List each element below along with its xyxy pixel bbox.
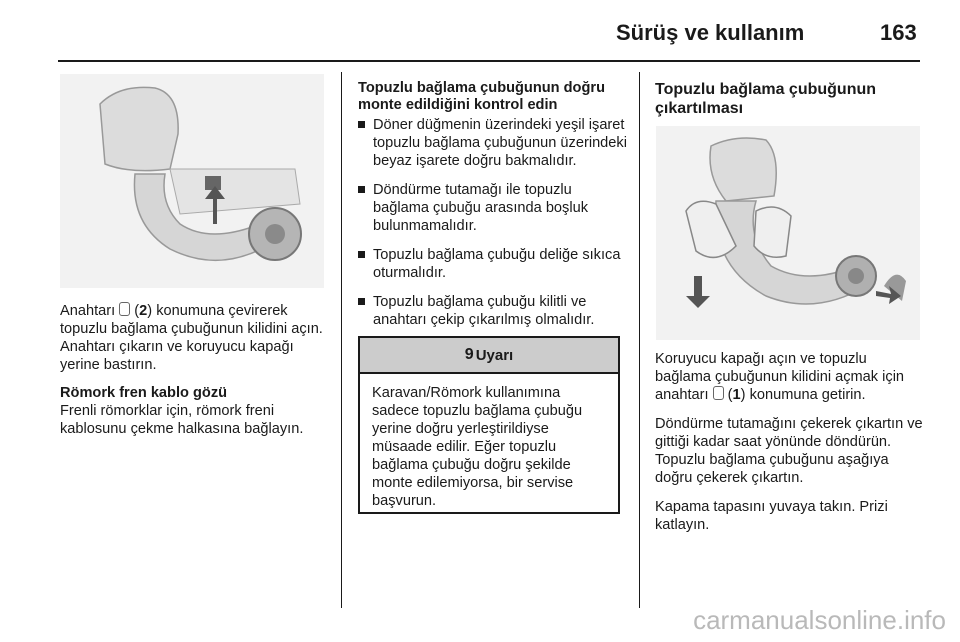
key-icon — [713, 386, 724, 400]
towbar-lock-illustration — [60, 74, 324, 288]
warning-icon: 9 — [464, 346, 474, 363]
column-divider-right — [639, 72, 640, 608]
header-divider — [58, 60, 920, 62]
warning-box — [358, 336, 620, 514]
list-item: Döndürme tutamağı ile topuzlu bağlama çubuğu arasında boşluk bulunmamalıdır. — [358, 181, 628, 235]
check-heading: Topuzlu bağlama çubuğunun doğru monte edildiğini kontrol edin — [358, 80, 605, 113]
column-left — [60, 302, 328, 449]
cable-paragraph: Frenli römorklar için, römork freni kablosunu çekme halkasına bağlayın. — [60, 403, 304, 437]
list-item: Döner düğmenin üzerindeki yeşil işaret topuzlu bağlama çubuğunun üzerindeki beyaz işarete doğru bakmalıdır. — [358, 116, 628, 170]
check-list — [358, 116, 628, 329]
column-right-top — [655, 80, 923, 118]
removal-step-1: Koruyucu kapağı açın ve topuzlu bağlama çubuğunun kilidini açmak için anahtarı (1) konumuna getirin. — [655, 351, 905, 403]
key-icon — [119, 302, 130, 316]
towbar-removal-illustration — [656, 126, 920, 340]
watermark: carmanualsonline.info — [693, 605, 946, 635]
removal-step-2: Döndürme tutamağını çekerek çıkartın ve gittiği kadar saat yönünde döndürün. Topuzlu bağlama çubuğunu aşağıya doğru çekerek çıkartın. — [655, 416, 923, 486]
instruction-paragraph: Anahtarı (2) konumuna çevirerek topuzlu bağlama çubuğunun kilidini açın. Anahtarı çıkarın ve koruyucu kapağı yerine bastırın. — [60, 303, 323, 373]
warning-title: Uyarı — [475, 346, 514, 364]
warning-text: Karavan/Römork kullanımına sadece topuzlu bağlama çubuğu yerine doğru yerleştirildiyse müsaade edilir. Eğer topuzlu bağlama çubuğu doğru şekilde monte edilemiyorsa, bir servise başvurun. — [372, 385, 583, 509]
page-number: 163 — [880, 20, 917, 45]
page-title: Sürüş ve kullanım — [616, 20, 805, 45]
column-divider-left — [341, 72, 342, 608]
column-right-bottom — [655, 350, 923, 545]
warning-header — [360, 338, 618, 374]
removal-heading: Topuzlu bağlama çubuğunun çıkartılması — [655, 81, 877, 117]
section-subheading: Römork fren kablo gözü — [60, 385, 228, 401]
column-middle — [358, 80, 628, 340]
list-item: Topuzlu bağlama çubuğu deliğe sıkıca oturmalıdır. — [358, 246, 628, 282]
list-item: Topuzlu bağlama çubuğu kilitli ve anahtarı çekip çıkarılmış olmalıdır. — [358, 293, 628, 329]
removal-step-3: Kapama tapasını yuvaya takın. Prizi katlayın. — [655, 499, 888, 533]
